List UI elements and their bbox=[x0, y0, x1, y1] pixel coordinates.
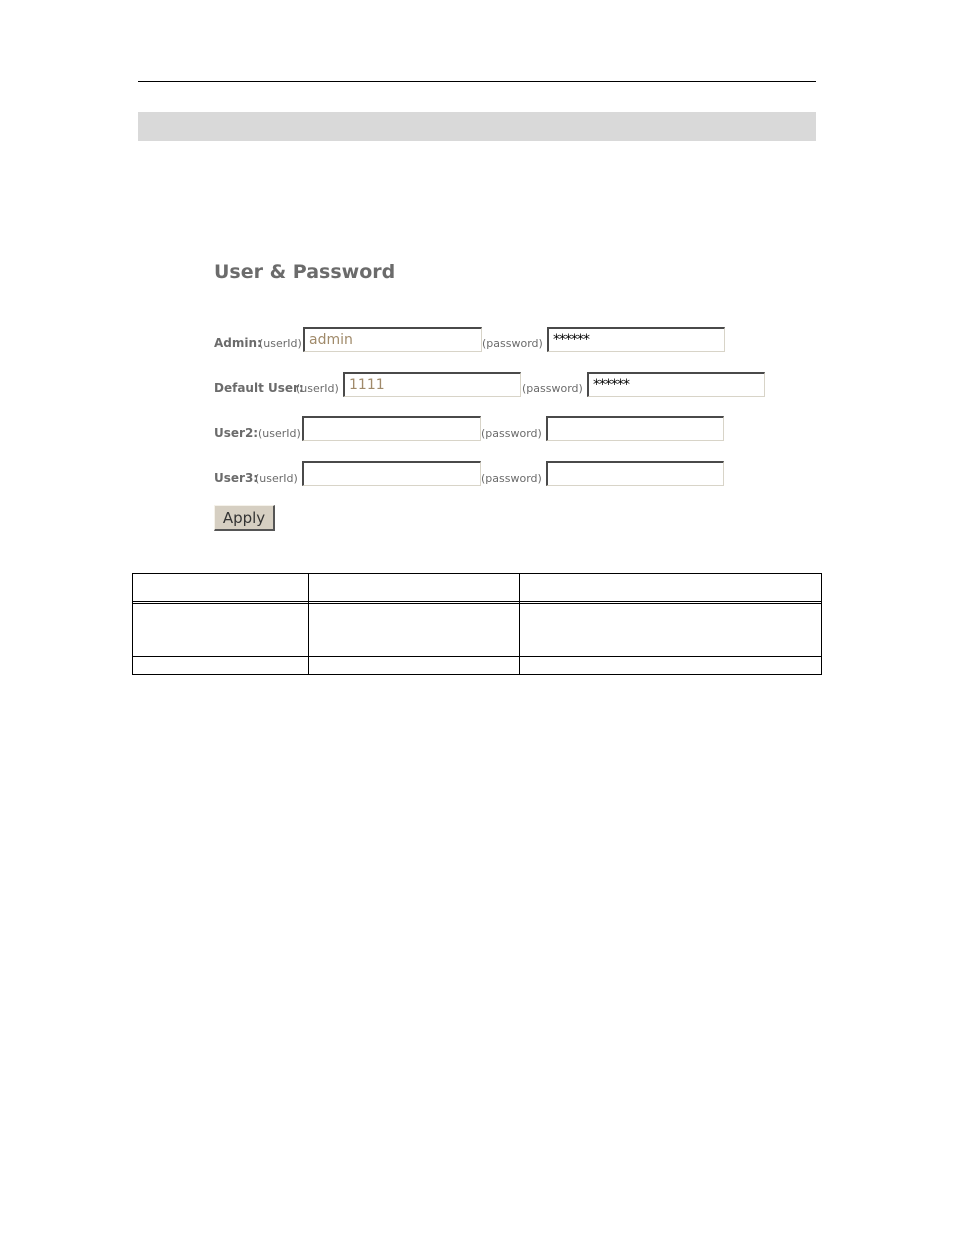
admin-label: Admin: bbox=[214, 336, 262, 350]
apply-button[interactable]: Apply bbox=[214, 505, 275, 531]
user2-label: User2: bbox=[214, 426, 259, 440]
table-column-divider-1 bbox=[308, 574, 309, 674]
user3-userid-label: (userId) bbox=[255, 472, 298, 485]
user2-userid-input[interactable] bbox=[302, 416, 481, 441]
table-header-divider-2 bbox=[133, 603, 821, 604]
table-row-divider bbox=[133, 656, 821, 657]
user3-password-label: (password) bbox=[481, 472, 542, 485]
description-table bbox=[132, 573, 822, 675]
default-user-userid-label: (userId) bbox=[296, 382, 339, 395]
admin-userid-label: (userId) bbox=[259, 337, 302, 350]
user3-password-input[interactable] bbox=[546, 461, 724, 486]
user2-password-label: (password) bbox=[481, 427, 542, 440]
page-title: User & Password bbox=[214, 261, 396, 283]
default-user-password-input[interactable] bbox=[587, 372, 765, 397]
table-column-divider-2 bbox=[519, 574, 520, 674]
user3-label: User3: bbox=[214, 471, 259, 485]
user3-userid-input[interactable] bbox=[302, 461, 481, 486]
default-user-userid-input[interactable] bbox=[343, 372, 521, 397]
user2-userid-label: (userId) bbox=[258, 427, 301, 440]
default-user-label: Default User: bbox=[214, 381, 304, 395]
admin-userid-input[interactable] bbox=[303, 327, 482, 352]
user2-password-input[interactable] bbox=[546, 416, 724, 441]
admin-password-input[interactable] bbox=[547, 327, 725, 352]
table-header-divider-1 bbox=[133, 601, 821, 602]
section-header-band bbox=[138, 112, 816, 141]
top-rule bbox=[138, 81, 816, 82]
admin-password-label: (password) bbox=[482, 337, 543, 350]
default-user-password-label: (password) bbox=[522, 382, 583, 395]
